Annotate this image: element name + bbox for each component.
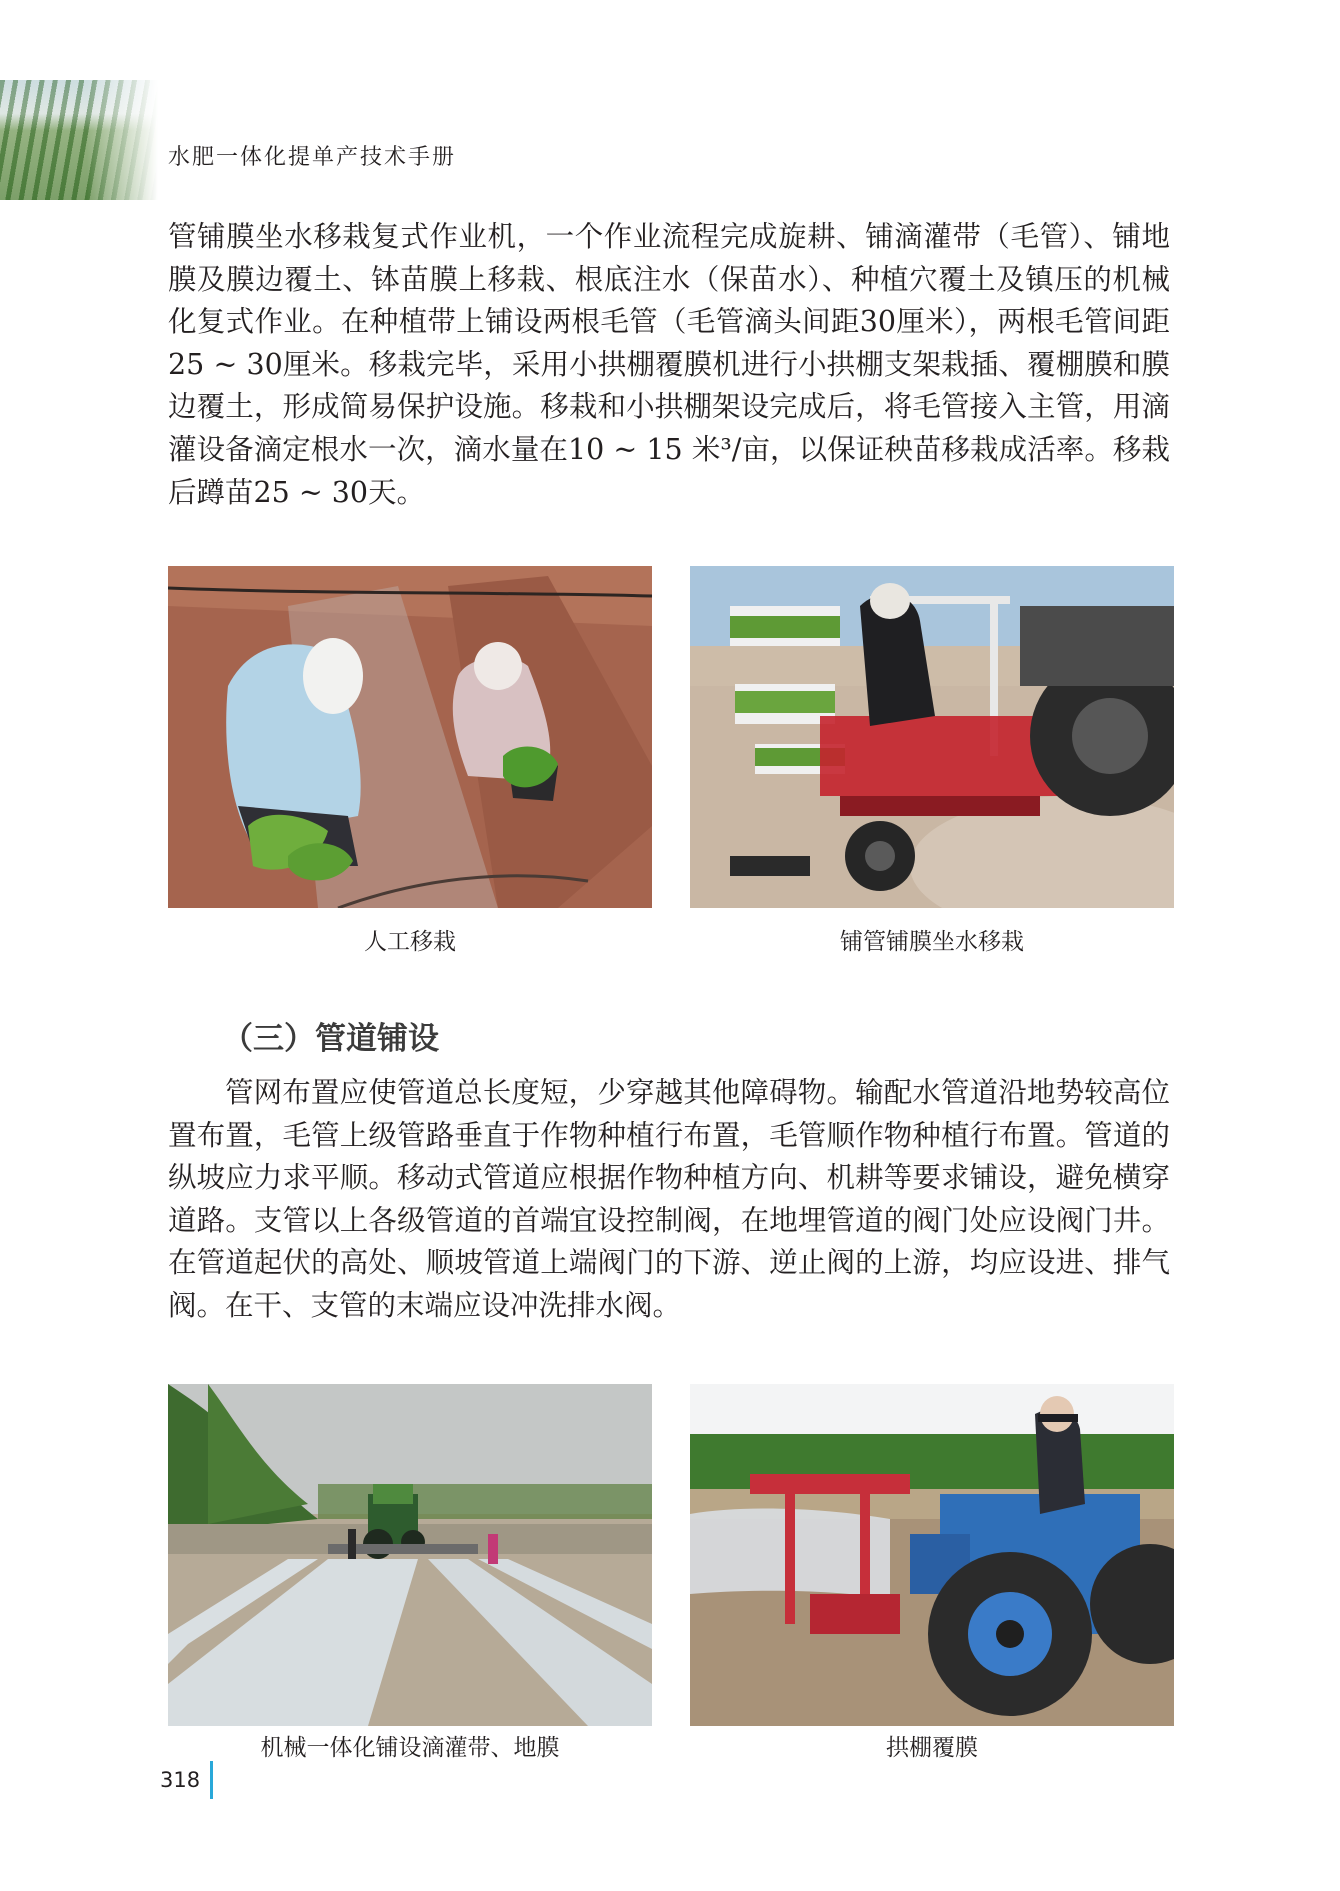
- caption-machine-transplanting: 铺管铺膜坐水移栽: [840, 929, 1024, 955]
- caption-arched-shed-film: 拱棚覆膜: [886, 1735, 978, 1761]
- page-number-bar: [210, 1761, 213, 1799]
- section-heading: （三）管道铺设: [222, 1021, 439, 1057]
- photo-manual-transplanting: [168, 566, 652, 908]
- header-field-photo: [0, 80, 158, 200]
- book-title: 水肥一体化提单产技术手册: [168, 145, 457, 170]
- caption-manual-transplanting: 人工移栽: [364, 929, 456, 955]
- caption-mechanized-laying: 机械一体化铺设滴灌带、地膜: [260, 1735, 560, 1761]
- paragraph-transplanting: 管铺膜坐水移栽复式作业机，一个作业流程完成旋耕、铺滴灌带（毛管）、铺地膜及膜边覆土、钵苗膜上移栽、根底注水（保苗水）、种植穴覆土及镇压的机械化复式作业。在种植带上铺设两根毛管（毛管滴头间距30厘米），两根毛管间距25 ~ 30厘米。移栽完毕，采用小拱棚覆膜机进行小拱棚支架栽插、覆棚膜和膜边覆土，形成简易保护设施。移栽和小拱棚架设完成后，将毛管接入主管，用滴灌设备滴定根水一次，滴水量在10 ~ 15 米³/亩，以保证秧苗移栽成活率。移栽后蹲苗25 ~ 30天。: [168, 220, 1170, 509]
- page-number: 318: [160, 1768, 201, 1792]
- photo-arched-shed-film: [690, 1384, 1174, 1726]
- photo-mechanized-laying: [168, 1384, 652, 1726]
- photo-machine-transplanting: [690, 566, 1174, 908]
- paragraph-pipeline-laying: 管网布置应使管道总长度短，少穿越其他障碍物。输配水管道沿地势较高位置布置，毛管上级管路垂直于作物种植行布置，毛管顺作物种植行布置。管道的纵坡应力求平顺。移动式管道应根据作物种植方向、机耕等要求铺设，避免横穿道路。支管以上各级管道的首端宜设控制阀，在地埋管道的阀门处应设阀门井。在管道起伏的高处、顺坡管道上端阀门的下游、逆止阀的上游，均应设进、排气阀。在干、支管的末端应设冲洗排水阀。: [168, 1076, 1170, 1322]
